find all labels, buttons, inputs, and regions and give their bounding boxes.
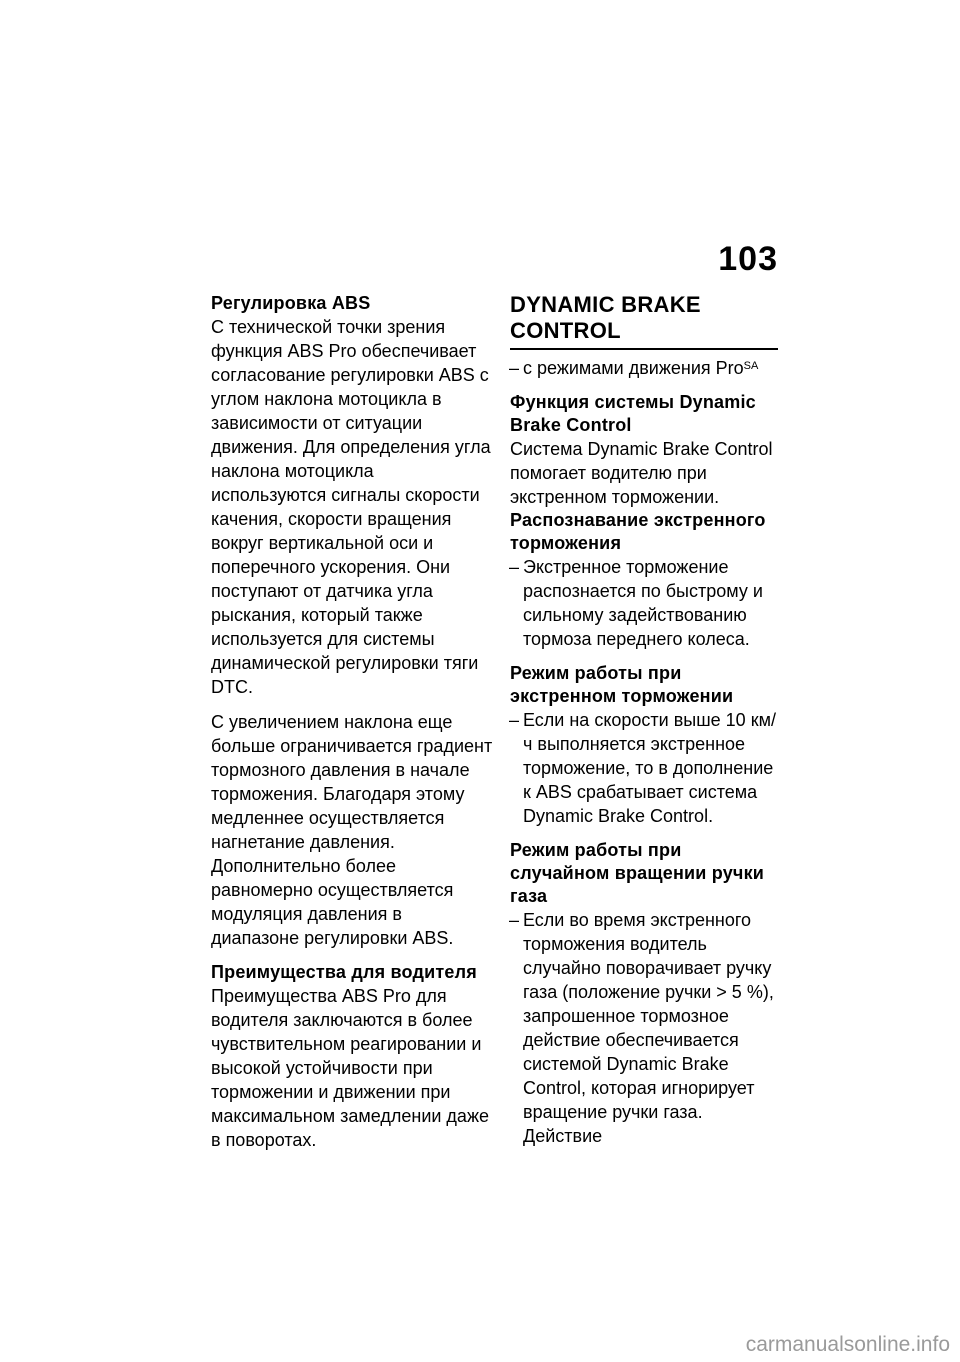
paragraph-driver-benefits: Преимущества ABS Pro для водителя заключаются в более чувствительном реагировании и высокой устойчивости при торможении и движении при максимальном замедлении даже в поворотах. <box>211 986 489 1150</box>
paragraph-pressure-gradient: С увеличением наклона еще больше ограничивается градиент тормозного давления в начале торможения. Благодаря этому медленнее осуществляется нагнетание давления. Дополнительно более равномерно осуществляется модуляция давления в диапазоне регулировки ABS. <box>211 712 493 948</box>
left-column <box>211 292 493 1152</box>
availability-text: с режимами движения Pro <box>523 357 744 378</box>
paragraph-abs-pro: С технической точки зрения функция ABS Pro обеспечивает согласование регулировки ABS с углом наклона мотоцикла в зависимости от ситуации движения. Для определения угла наклона мотоцикла используются сигналы скорости качения, скорости вращения вокруг вертикальной оси и поперечного ускорения. Они поступают от датчика угла рыскания, который также используется для системы динамической регулировки тяги DTC. <box>211 317 491 697</box>
heading-emergency-recognition: Распознавание экстренного торможения <box>510 509 766 553</box>
availability-note <box>510 356 778 380</box>
heading-throttle-mode: Режим работы при случайном вращении ручки газа <box>510 839 765 906</box>
watermark: carmanualsonline.info <box>745 1333 950 1356</box>
throttle-mode-item: – Если во время экстренного торможения водитель случайно поворачивает ручку газа (положение ручки > 5 %), запрошенное тормозное действие обеспечивается системой Dynamic Brake Control, которая игнорирует вращение ручки газа. Действие <box>510 908 778 1148</box>
section-title: DYNAMIC BRAKE CONTROL <box>510 292 778 350</box>
page-number: 103 <box>718 240 778 278</box>
heading-system-function: Функция системы Dynamic Brake Control <box>510 391 756 435</box>
heading-driver-benefits: Преимущества для водителя <box>211 962 477 982</box>
throttle-mode-list <box>510 908 778 1148</box>
right-column <box>510 292 778 1148</box>
recognition-item: – Экстренное торможение распознается по быстрому и сильному задействованию тормоза переднего колеса. <box>510 555 778 651</box>
availability-superscript: SA <box>743 359 759 372</box>
emergency-mode-item: – Если на скорости выше 10 км/ч выполняется экстренное торможение, то в дополнение к ABS срабатывает система Dynamic Brake Control. <box>510 708 778 828</box>
heading-emergency-mode: Режим работы при экстренном торможении <box>510 662 734 706</box>
recognition-list <box>510 555 778 651</box>
heading-abs-regulation: Регулировка ABS <box>211 293 371 313</box>
paragraph-system-function: Система Dynamic Brake Control помогает водителю при экстренном торможении. <box>510 438 773 507</box>
emergency-mode-list <box>510 708 778 828</box>
availability-item <box>510 356 778 380</box>
